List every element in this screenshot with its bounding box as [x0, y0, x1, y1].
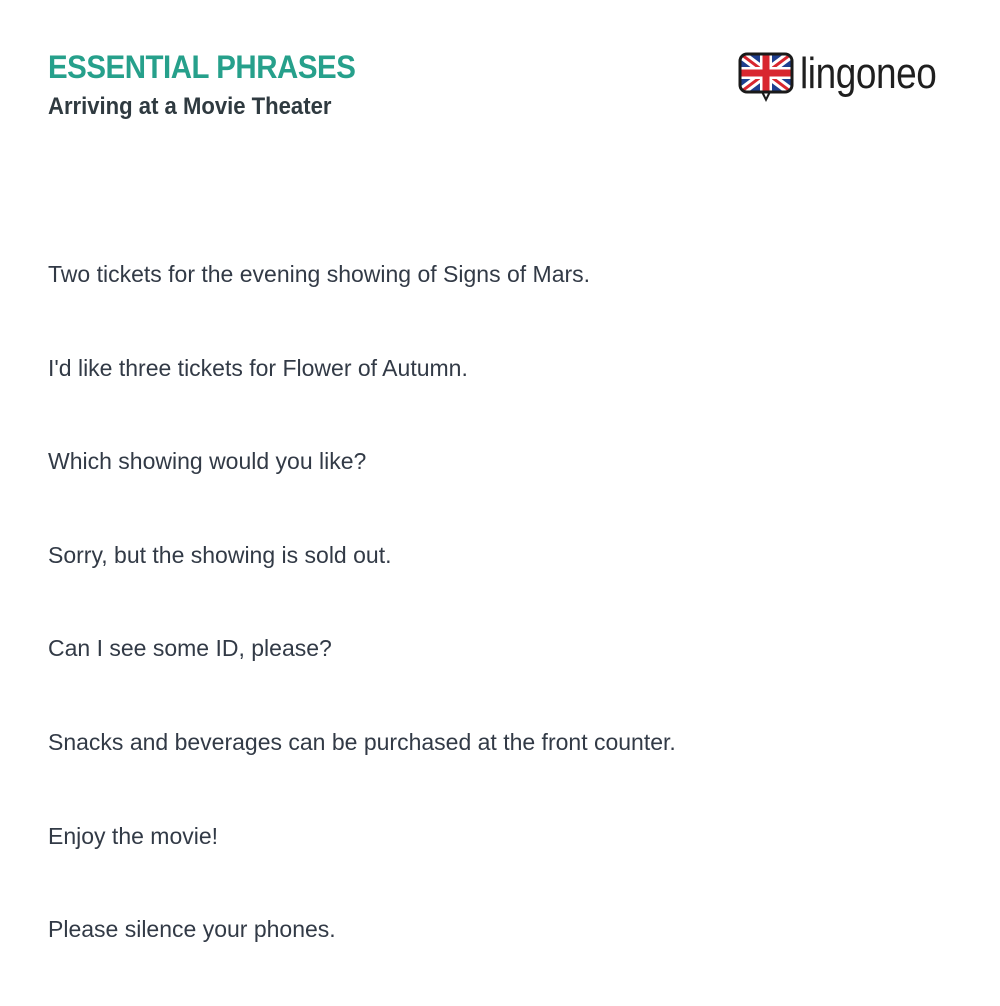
phrase-item: Two tickets for the evening showing of Signs of Mars.	[48, 261, 591, 287]
phrase-item: Sorry, but the showing is sold out.	[48, 541, 392, 568]
phrase-item: Can I see some ID, please?	[48, 635, 332, 662]
phrase-item: Snacks and beverages can be purchased at the front counter.	[48, 728, 676, 755]
phrase-item: Enjoy the movie!	[48, 822, 219, 849]
phrase-item: Please silence your phones.	[48, 916, 336, 943]
phrase-list	[48, 257, 948, 1006]
page-title: ESSENTIAL PHRASES	[48, 49, 356, 85]
uk-flag-speech-bubble-icon	[738, 52, 794, 104]
phrase-item: Which showing would you like?	[48, 448, 367, 475]
logo-wordmark: lingoneo	[800, 49, 937, 98]
page-subtitle: Arriving at a Movie Theater	[48, 93, 332, 120]
phrase-item: I'd like three tickets for Flower of Autumn.	[48, 354, 468, 381]
lingoneo-logo	[738, 49, 954, 104]
